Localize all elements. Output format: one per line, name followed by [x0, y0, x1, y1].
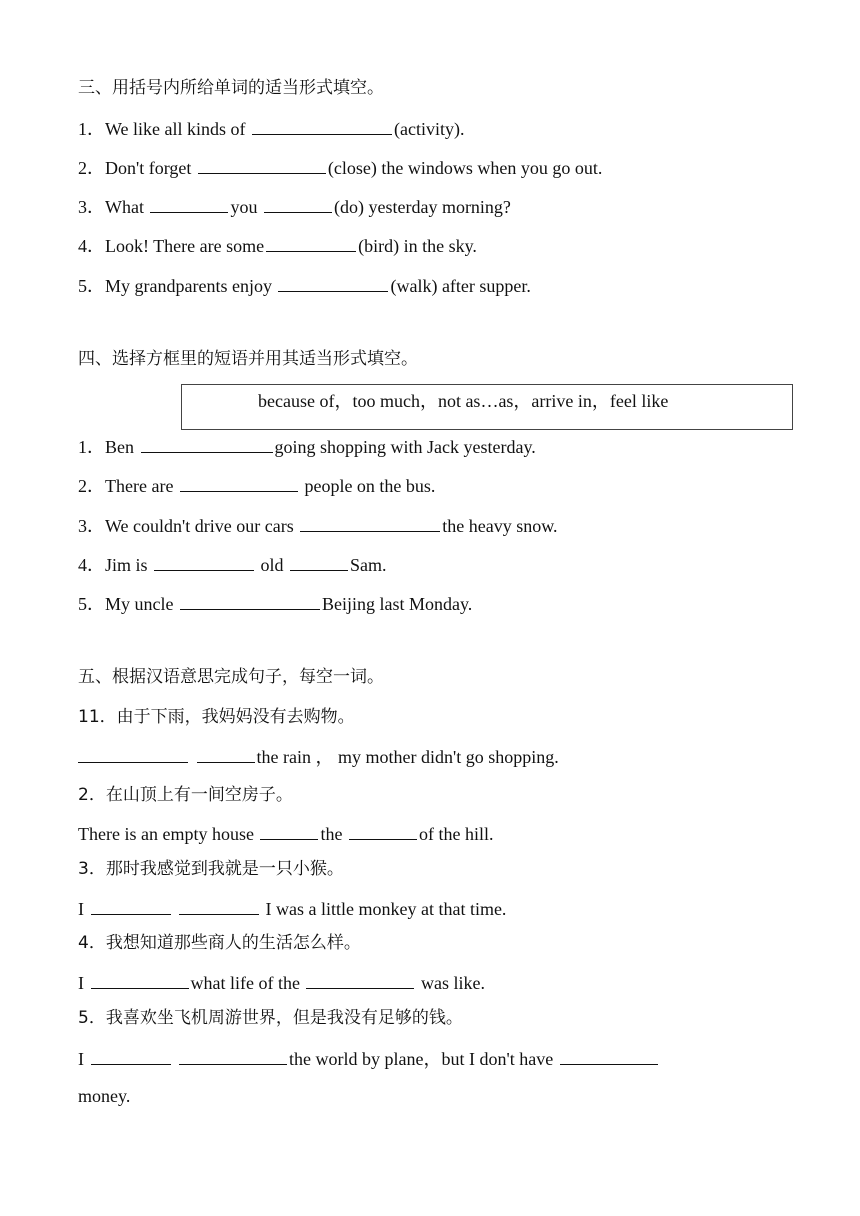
answer-blank[interactable]	[141, 434, 273, 453]
answer-blank[interactable]	[290, 552, 348, 571]
answer-blank[interactable]	[560, 1046, 658, 1065]
s3-question-1: 1．We like all kinds of (activity).	[78, 116, 465, 141]
answer-blank[interactable]	[78, 744, 188, 763]
answer-blank[interactable]	[260, 821, 318, 840]
s5-answer-4: I what life of the was like.	[78, 970, 485, 995]
answer-blank[interactable]	[179, 1046, 287, 1065]
section-5-heading: 五、根据汉语意思完成句子，每空一词。	[78, 667, 384, 687]
s5-prompt-1: 11．由于下雨，我妈妈没有去购物。	[78, 707, 355, 727]
s5-prompt-3: 3．那时我感觉到我就是一只小猴。	[78, 859, 344, 879]
s5-answer-5: I the world by plane，but I don't have	[78, 1046, 660, 1071]
answer-blank[interactable]	[278, 273, 388, 292]
answer-blank[interactable]	[180, 591, 320, 610]
phrase-box-text: because of，too much，not as…as，arrive in，feel like	[258, 391, 669, 411]
answer-blank[interactable]	[91, 896, 171, 915]
s5-answer-1: the rain ， my mother didn't go shopping.	[78, 744, 559, 769]
answer-blank[interactable]	[150, 194, 228, 213]
phrase-box	[181, 384, 793, 430]
s3-question-2: 2．Don't forget (close) the windows when you go out.	[78, 155, 602, 180]
s5-answer-3: I I was a little monkey at that time.	[78, 896, 506, 921]
answer-blank[interactable]	[300, 513, 440, 532]
section-3-heading: 三、用括号内所给单词的适当形式填空。	[78, 78, 384, 98]
s5-prompt-2: 2．在山顶上有一间空房子。	[78, 785, 293, 805]
s3-question-3: 3．What you (do) yesterday morning?	[78, 194, 511, 219]
answer-blank[interactable]	[198, 155, 326, 174]
s4-question-3: 3．We couldn't drive our cars the heavy snow.	[78, 513, 558, 538]
answer-blank[interactable]	[306, 970, 414, 989]
answer-blank[interactable]	[91, 1046, 171, 1065]
answer-blank[interactable]	[179, 896, 259, 915]
s4-question-1: 1．Ben going shopping with Jack yesterday.	[78, 434, 536, 459]
s3-question-4: 4．Look! There are some (bird) in the sky.	[78, 233, 477, 258]
s4-question-4: 4．Jim is old Sam.	[78, 552, 387, 577]
answer-blank[interactable]	[266, 233, 356, 252]
answer-blank[interactable]	[349, 821, 417, 840]
s5-answer-2: There is an empty house the of the hill.	[78, 821, 493, 846]
answer-blank[interactable]	[154, 552, 254, 571]
s5-prompt-5: 5．我喜欢坐飞机周游世界，但是我没有足够的钱。	[78, 1008, 463, 1028]
s5-prompt-4: 4．我想知道那些商人的生活怎么样。	[78, 933, 361, 953]
s3-question-5: 5．My grandparents enjoy (walk) after supper.	[78, 273, 531, 298]
s4-question-2: 2．There are people on the bus.	[78, 473, 435, 498]
s4-question-5: 5．My uncle Beijing last Monday.	[78, 591, 472, 616]
answer-blank[interactable]	[197, 744, 255, 763]
answer-blank[interactable]	[91, 970, 189, 989]
answer-blank[interactable]	[180, 473, 298, 492]
section-4-heading: 四、选择方框里的短语并用其适当形式填空。	[78, 349, 418, 369]
s5-answer-5-continued: money.	[78, 1086, 131, 1106]
answer-blank[interactable]	[252, 116, 392, 135]
answer-blank[interactable]	[264, 194, 332, 213]
